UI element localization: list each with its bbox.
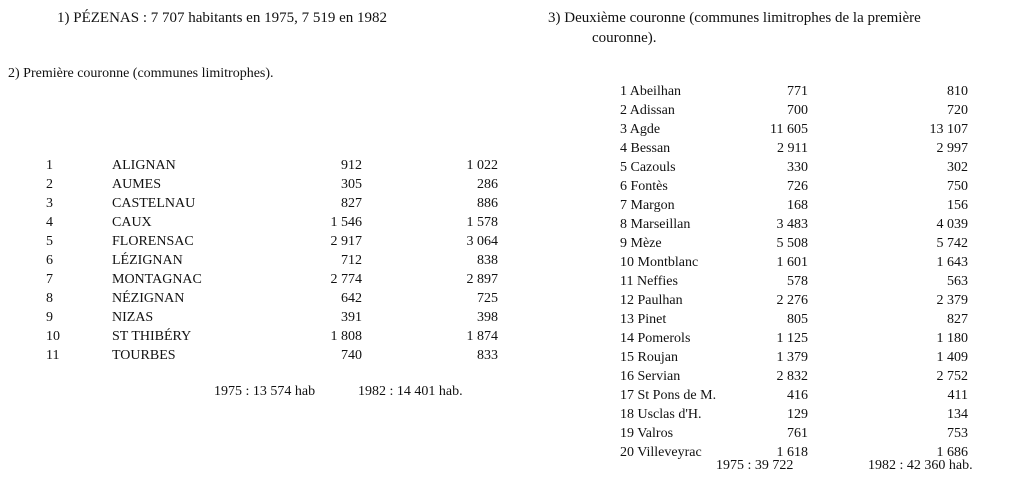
table-row: [46, 327, 498, 346]
table-row: [620, 253, 968, 272]
table-row: [620, 291, 968, 310]
population-1975: 2 832: [776, 369, 808, 384]
table-row: [620, 196, 968, 215]
row-number: 4: [46, 215, 53, 230]
population-1982: 1 180: [936, 331, 968, 346]
table-row: [620, 424, 968, 443]
commune-name: 16 Servian: [620, 369, 681, 384]
population-1982: 13 107: [929, 122, 968, 137]
population-1982: 1 686: [936, 445, 968, 460]
table-row: [46, 251, 498, 270]
commune-name: CAUX: [112, 215, 152, 230]
row-number: 1: [46, 158, 53, 173]
table-row: [620, 101, 968, 120]
table-row: [620, 139, 968, 158]
population-1975: 330: [787, 160, 808, 175]
table-row: [46, 270, 498, 289]
row-number: 2: [46, 177, 53, 192]
commune-name: 20 Villeveyrac: [620, 445, 702, 460]
commune-name: NÉZIGNAN: [112, 291, 185, 306]
population-1982: 1 874: [466, 329, 498, 344]
table-row: [46, 194, 498, 213]
table-row: [46, 175, 498, 194]
second-ring-total-1975: 1975 : 39 722: [716, 458, 794, 473]
population-1982: 886: [477, 196, 498, 211]
population-1975: 168: [787, 198, 808, 213]
commune-name: 13 Pinet: [620, 312, 667, 327]
table-row: [46, 156, 498, 175]
commune-name: 17 St Pons de M.: [620, 388, 717, 403]
population-1975: 912: [341, 158, 362, 173]
population-1982: 4 039: [936, 217, 968, 232]
population-1975: 416: [787, 388, 808, 403]
population-1982: 156: [947, 198, 968, 213]
population-1982: 720: [947, 103, 968, 118]
population-1982: 411: [947, 388, 968, 403]
commune-name: LÉZIGNAN: [112, 253, 183, 268]
population-1975: 391: [341, 310, 362, 325]
commune-name: 3 Agde: [620, 122, 661, 137]
row-number: 5: [46, 234, 53, 249]
row-number: 7: [46, 272, 53, 287]
commune-name: 6 Fontès: [620, 179, 668, 194]
population-1982: 833: [477, 348, 498, 363]
population-1975: 3 483: [776, 217, 808, 232]
population-1982: 1 643: [936, 255, 968, 270]
population-1975: 129: [787, 407, 808, 422]
population-1975: 771: [787, 84, 808, 99]
population-1975: 805: [787, 312, 808, 327]
table-row: [620, 367, 968, 386]
table-row: [46, 232, 498, 251]
table-row: [46, 213, 498, 232]
population-1975: 827: [341, 196, 362, 211]
table-row: [620, 177, 968, 196]
population-1982: 1 022: [466, 158, 498, 173]
population-1975: 700: [787, 103, 808, 118]
commune-name: NIZAS: [112, 310, 154, 325]
table-row: [620, 405, 968, 424]
population-1975: 740: [341, 348, 362, 363]
population-1975: 2 774: [330, 272, 362, 287]
population-1982: 134: [947, 407, 968, 422]
commune-name: 4 Bessan: [620, 141, 671, 156]
second-ring-table: [620, 82, 968, 462]
second-ring-total-1982: 1982 : 42 360 hab.: [868, 458, 973, 473]
commune-name: 18 Usclas d'H.: [620, 407, 702, 422]
table-row: [46, 346, 498, 365]
table-row: [46, 308, 498, 327]
commune-name: 2 Adissan: [620, 103, 675, 118]
population-1975: 1 808: [330, 329, 362, 344]
population-1982: 302: [947, 160, 968, 175]
population-1982: 286: [477, 177, 498, 192]
population-1975: 726: [787, 179, 808, 194]
commune-name: 11 Neffies: [620, 274, 678, 289]
table-row: [620, 215, 968, 234]
row-number: 11: [46, 348, 60, 363]
commune-name: 5 Cazouls: [620, 160, 676, 175]
population-1982: 838: [477, 253, 498, 268]
population-1975: 642: [341, 291, 362, 306]
population-1982: 1 409: [936, 350, 968, 365]
commune-name: MONTAGNAC: [112, 272, 202, 287]
row-number: 10: [46, 329, 60, 344]
population-1975: 1 601: [776, 255, 808, 270]
row-number: 8: [46, 291, 53, 306]
commune-name: 1 Abeilhan: [620, 84, 682, 99]
population-1982: 1 578: [466, 215, 498, 230]
row-number: 9: [46, 310, 53, 325]
commune-name: 19 Valros: [620, 426, 674, 441]
table-row: [46, 289, 498, 308]
commune-name: CASTELNAU: [112, 196, 196, 211]
title-pezenas: 1) PÉZENAS : 7 707 habitants en 1975, 7 519 en 1982: [57, 10, 387, 26]
commune-name: FLORENSAC: [112, 234, 194, 249]
population-1975: 5 508: [776, 236, 808, 251]
commune-name: 14 Pomerols: [620, 331, 691, 346]
table-row: [620, 234, 968, 253]
population-1982: 725: [477, 291, 498, 306]
table-row: [620, 120, 968, 139]
row-number: 6: [46, 253, 53, 268]
second-ring-heading-line1: 3) Deuxième couronne (communes limitrophes de la première: [548, 10, 921, 26]
second-ring-heading-line2: couronne).: [592, 30, 657, 46]
table-row: [620, 82, 968, 101]
population-1975: 2 911: [777, 141, 808, 156]
population-1975: 712: [341, 253, 362, 268]
population-1975: 578: [787, 274, 808, 289]
population-1982: 2 379: [936, 293, 968, 308]
population-1982: 750: [947, 179, 968, 194]
population-1982: 810: [947, 84, 968, 99]
commune-name: 8 Marseillan: [620, 217, 691, 232]
population-1982: 2 997: [936, 141, 968, 156]
table-row: [620, 329, 968, 348]
first-ring-total-1982: 1982 : 14 401 hab.: [358, 384, 463, 399]
first-ring-table: [46, 156, 498, 365]
population-1975: 761: [787, 426, 808, 441]
population-1975: 2 917: [330, 234, 362, 249]
commune-name: ST THIBÉRY: [112, 329, 192, 344]
commune-name: 7 Margon: [620, 198, 675, 213]
commune-name: AUMES: [112, 177, 162, 192]
population-1982: 753: [947, 426, 968, 441]
commune-name: ALIGNAN: [112, 158, 176, 173]
population-1975: 305: [341, 177, 362, 192]
table-row: [620, 348, 968, 367]
population-1975: 2 276: [776, 293, 808, 308]
commune-name: TOURBES: [112, 348, 176, 363]
population-1975: 1 379: [776, 350, 808, 365]
population-1975: 1 125: [776, 331, 808, 346]
commune-name: 9 Mèze: [620, 236, 662, 251]
population-1982: 2 897: [466, 272, 498, 287]
table-row: [620, 272, 968, 291]
population-1982: 5 742: [936, 236, 968, 251]
table-row: [620, 310, 968, 329]
population-1982: 2 752: [936, 369, 968, 384]
population-1982: 827: [947, 312, 968, 327]
commune-name: 12 Paulhan: [620, 293, 683, 308]
population-1982: 563: [947, 274, 968, 289]
population-1975: 1 618: [776, 445, 808, 460]
row-number: 3: [46, 196, 53, 211]
table-row: [620, 386, 968, 405]
population-1975: 11 605: [770, 122, 808, 137]
population-1982: 398: [477, 310, 498, 325]
population-1975: 1 546: [330, 215, 362, 230]
table-row: [620, 158, 968, 177]
commune-name: 15 Roujan: [620, 350, 678, 365]
first-ring-total-1975: 1975 : 13 574 hab: [214, 384, 316, 399]
commune-name: 10 Montblanc: [620, 255, 699, 270]
first-ring-heading: 2) Première couronne (communes limitrophes).: [8, 66, 274, 81]
population-1982: 3 064: [466, 234, 498, 249]
